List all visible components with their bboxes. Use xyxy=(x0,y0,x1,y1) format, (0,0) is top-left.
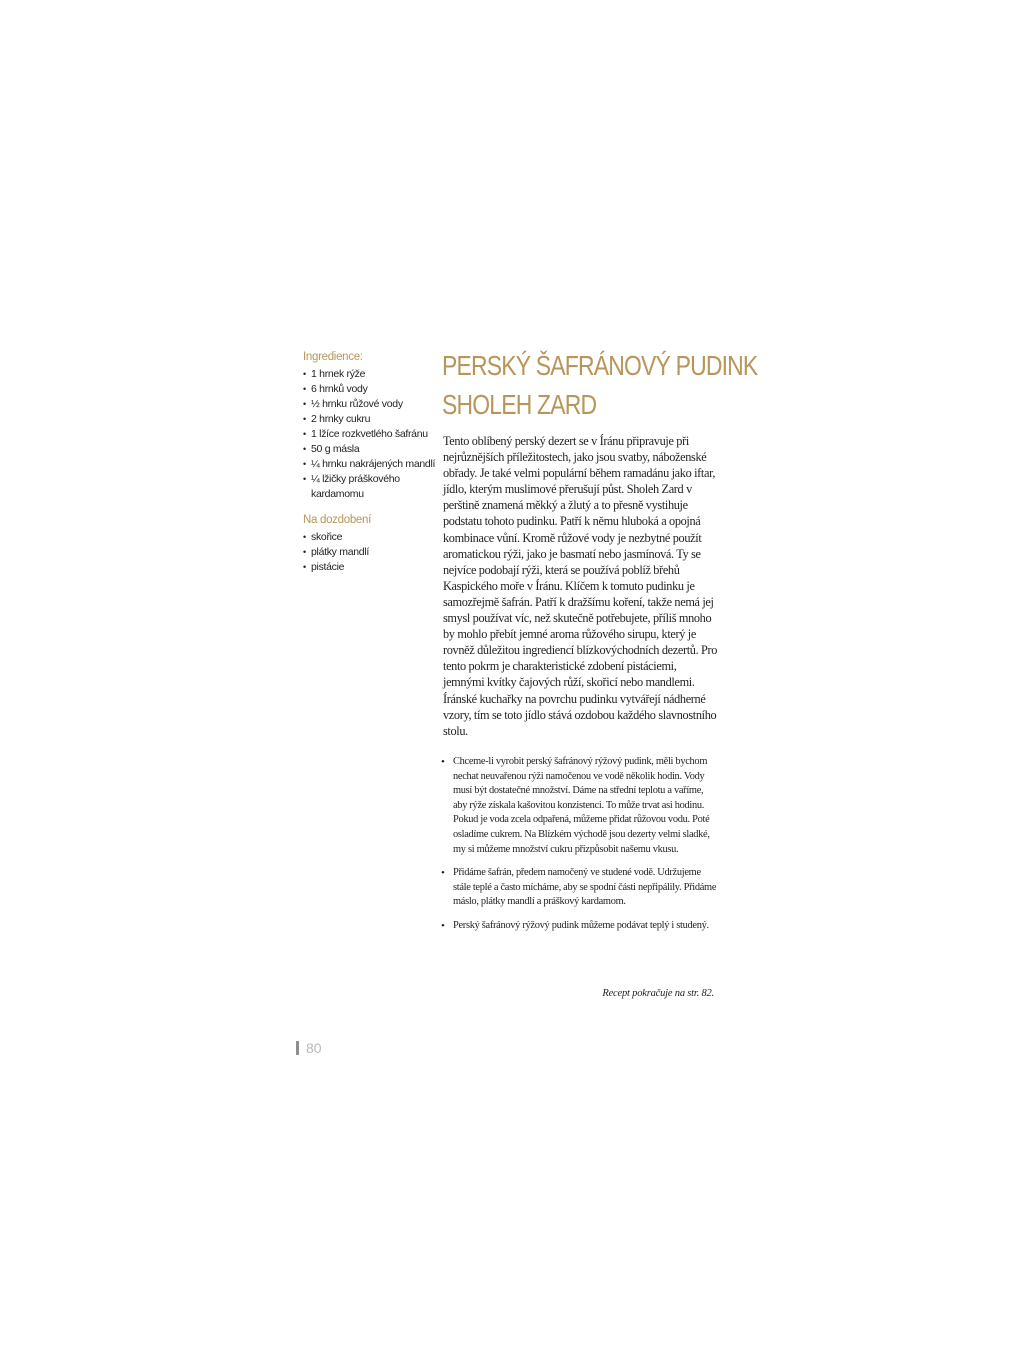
recipe-title xyxy=(442,346,758,424)
recipe-step: • Přidáme šafrán, předem namočený ve studené vodě. Udržujeme stále teplé a často mícháme, aby se spodní části nepřipálily. Přidáme máslo, plátky mandlí a práškový kardamom. xyxy=(441,866,717,910)
recipe-title-line2: SHOLEH ZARD xyxy=(442,389,597,420)
recipe-steps xyxy=(441,755,717,943)
garnish-item: • pistácie xyxy=(303,560,438,575)
garnish-item: • plátky mandlí xyxy=(303,545,438,560)
recipe-step: • Chceme-li vyrobit perský šafránový rýžový pudink, měli bychom nechat neuvařenou rýži namočenou ve vodě několik hodin. Vody musí být dostatečné množství. Dáme na střední teplotu a vaříme, aby rýže získala kašovitou konzistenci. To může trvat asi hodinu. Pokud je voda zcela odpařená, můžeme přidat růžovou vodu. Poté osladíme cukrem. Na Blízkém východě jsou dezerty velmi sladké, my si můžeme množství cukru přizpůsobit našemu vkusu. xyxy=(441,755,717,857)
garnish-list xyxy=(303,530,438,575)
ingredient-item: • 1 hrnek rýže xyxy=(303,367,438,382)
garnish-heading: Na dozdobení xyxy=(303,514,372,526)
recipe-intro: Tento oblíbený perský dezert se v Íránu připravuje při nejrůznějších příležitostech, jako jsou svatby, náboženské obřady. Je také velmi populární během ramadánu jako iftar, jídlo, kterým muslimové přerušují půst. Sholeh Zard v perštině znamená měkký a žlutý a to přesně vystihuje podstatu tohoto pudinku. Patří k němu hluboká a opojná kombinace vůní. Kromě růžové vody je nezbytné použít aromatickou rýži, jako je basmatí nebo jasmínová. Ty se nejvíce podobají rýži, která se používá poblíž břehů Kaspického moře v Íránu. Klíčem k tomuto pudinku je samozřejmě šafrán. Patří k dražšímu koření, takže nemá jej smysl používat víc, než skutečně potřebujete, příliš mnoho by mohlo přebít jemné aroma růžového sirupu, který je rovněž důležitou ingrediencí blízkovýchodních dezertů. Pro tento pokrm je charakteristické zdobení pistáciemi, jemnými kvítky čajových růží, skořicí nebo mandlemi. Íránské kuchařky na povrchu pudinku vytvářejí nádherné vzory, tím se toto jídlo stává ozdobou každého slavnostního stolu. xyxy=(443,434,718,738)
ingredient-item: • 1 lžíce rozkvetlého šafránu xyxy=(303,427,438,442)
continue-note: Recept pokračuje na str. 82. xyxy=(602,988,714,999)
recipe-step: • Perský šafránový rýžový pudink můžeme podávat teplý i studený. xyxy=(441,919,717,934)
ingredient-item: • 50 g másla xyxy=(303,442,438,457)
ingredients-list xyxy=(303,367,438,502)
ingredients-column xyxy=(303,350,438,575)
page-number-block xyxy=(296,1040,322,1056)
ingredient-item: • 2 hrnky cukru xyxy=(303,412,438,427)
page-number: 80 xyxy=(306,1040,322,1056)
recipe-title-line1: PERSKÝ ŠAFRÁNOVÝ PUDINK xyxy=(442,350,758,381)
garnish-item: • skořice xyxy=(303,530,438,545)
ingredient-item: • ½ hrnku růžové vody xyxy=(303,397,438,412)
ingredient-item: • ¼ hrnku nakrájených mandlí xyxy=(303,457,438,472)
ingredient-item: • 6 hrnků vody xyxy=(303,382,438,397)
page-marker-bar xyxy=(296,1041,299,1055)
ingredients-heading: Ingredience: xyxy=(303,351,363,363)
ingredient-item: • ¼ lžičky práškového kardamomu xyxy=(303,472,438,502)
